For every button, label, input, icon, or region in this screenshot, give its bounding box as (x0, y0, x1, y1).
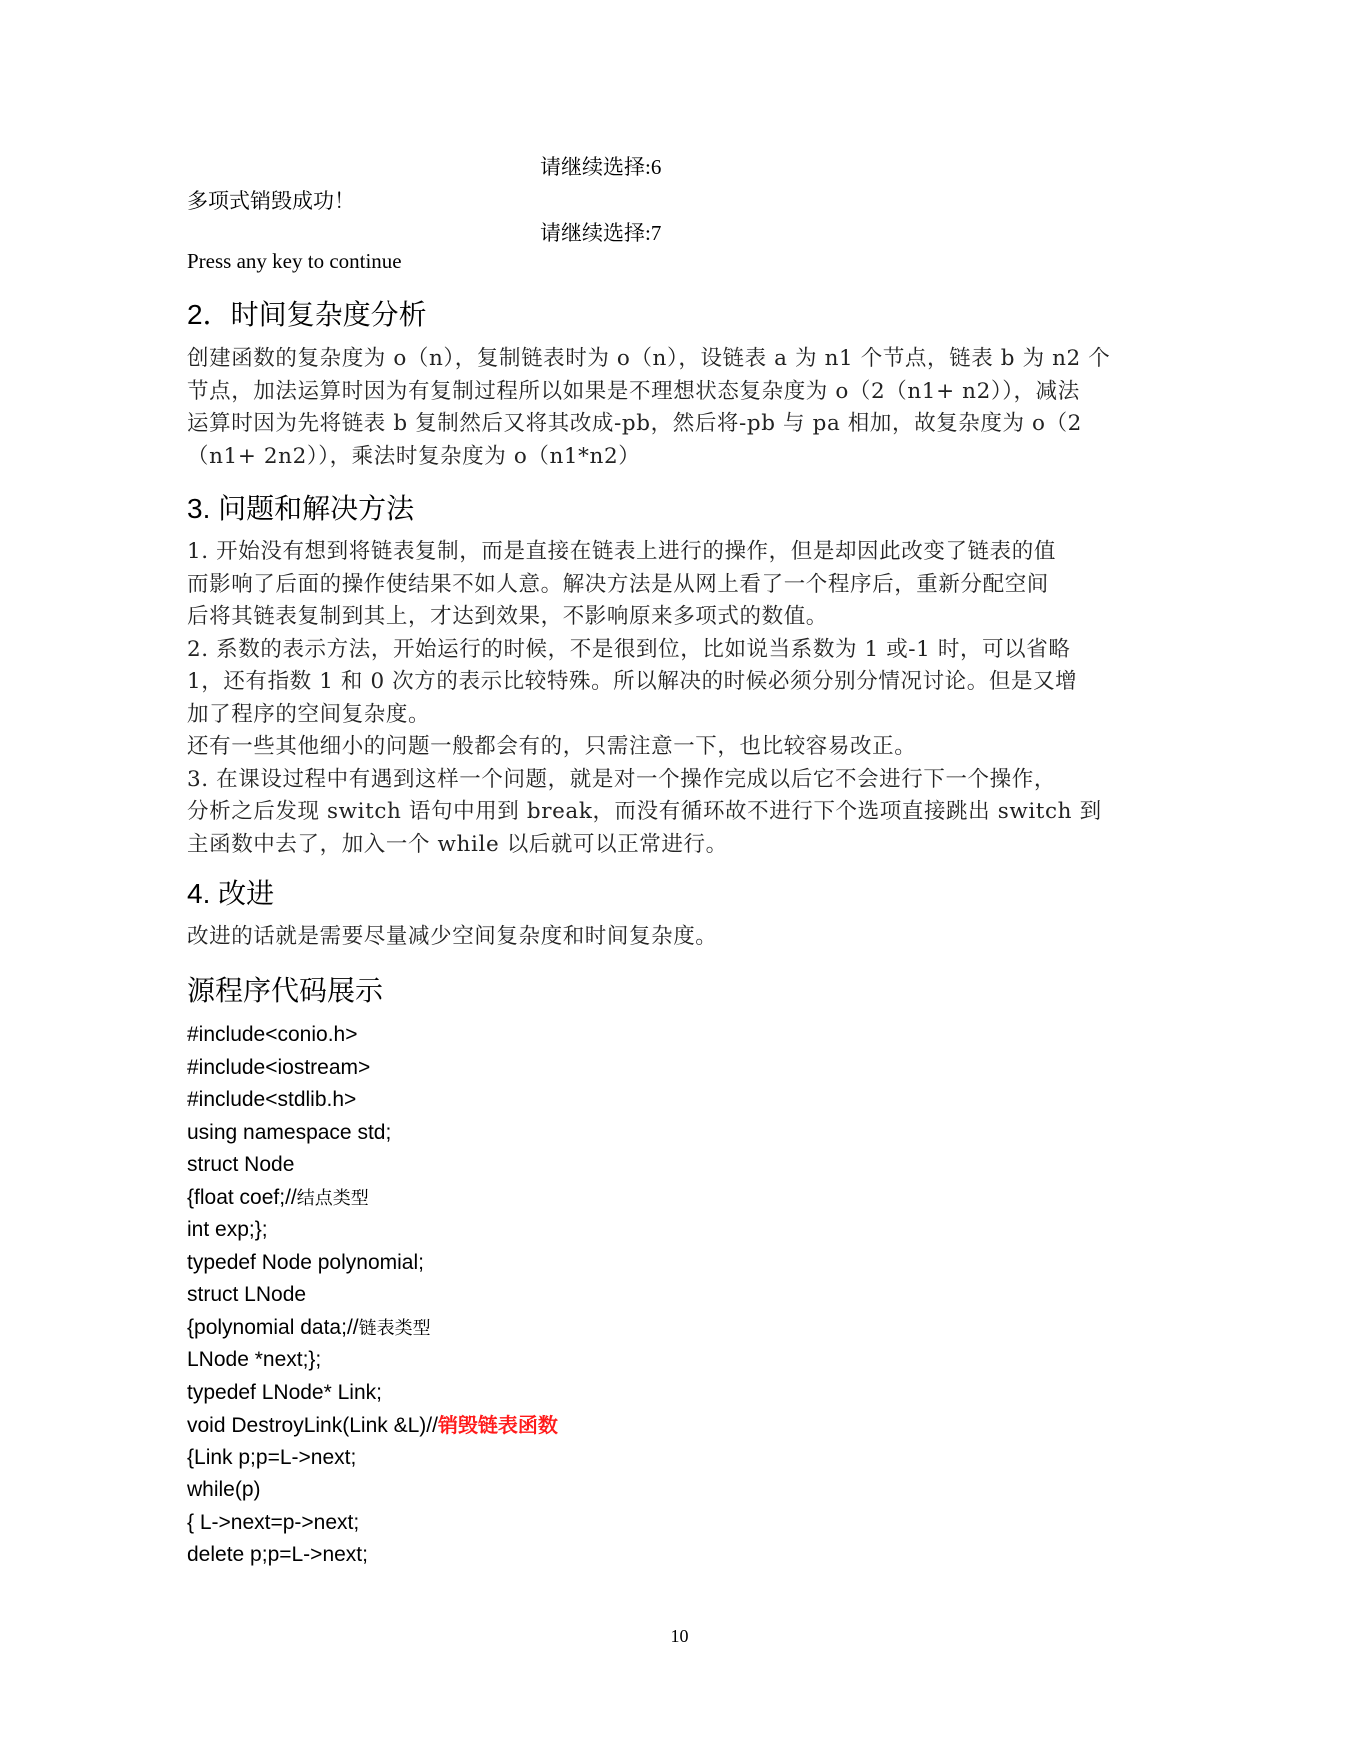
section-3-line: 2. 系数的表示方法，开始运行的时候，不是很到位，比如说当系数为 1 或-1 时，可以省略 (187, 636, 1071, 662)
page-number: 10 (670, 1626, 689, 1646)
code-line: { L->next=p->next; (187, 1510, 360, 1534)
section-2-line: 创建函数的复杂度为 o（n），复制链表时为 o（n），设链表 a 为 n1 个节点，链表 b 为 n2 个 (187, 346, 1111, 371)
code-line: typedef LNode* Link; (187, 1380, 382, 1404)
section-3-line: 3. 在课设过程中有遇到这样一个问题，就是对一个操作完成以后它不会进行下一个操作， (187, 766, 1056, 792)
code-line: #include<stdlib.h> (187, 1088, 357, 1111)
section-3-line: 1. 开始没有想到将链表复制，而是直接在链表上进行的操作，但是却因此改变了链表的值 (187, 539, 1056, 564)
section-3-heading: 3. 问题和解决方法 (187, 493, 415, 524)
section-4-paragraph (187, 921, 1172, 954)
highlighted-comment: 销毁链表函数 (437, 1413, 558, 1437)
code-text: {float coef;// (187, 1185, 297, 1209)
code-line: #include<iostream> (187, 1055, 371, 1079)
code-comment: 链表类型 (358, 1317, 431, 1339)
code-text: {polynomial data;// (187, 1315, 359, 1339)
section-3-line: 后将其链表复制到其上，才达到效果，不影响原来多项式的数值。 (187, 604, 828, 629)
section-3-line: 而影响了后面的操作使结果不如人意。解决方法是从网上看了一个程序后，重新分配空间 (187, 571, 1049, 597)
section-3-line: 还有一些其他细小的问题一般都会有的，只需注意一下，也比较容易改正。 (187, 734, 917, 759)
code-line: {Link p;p=L->next; (187, 1445, 357, 1469)
section-3-line: 1，还有指数 1 和 0 次方的表示比较特殊。所以解决的时候必须分别分情况讨论。但是又增 (187, 669, 1078, 694)
code-line: struct Node (187, 1153, 295, 1176)
section-3-line: 主函数中去了，加入一个 while 以后就可以正常进行。 (187, 831, 728, 857)
code-line: typedef Node polynomial; (187, 1250, 424, 1274)
section-2-line: 运算时因为先将链表 b 复制然后又将其改成-pb，然后将-pb 与 pa 相加，故复杂度为 o（2 (187, 411, 1082, 436)
code-line: while(p) (187, 1478, 261, 1501)
console-destroy-message: 多项式销毁成功！ (187, 189, 355, 213)
section-2-line: （n1+ 2n2）），乘法时复杂度为 o（n1*n2） (187, 443, 641, 469)
code-line (187, 1312, 558, 1345)
section-2-paragraph (187, 343, 1172, 473)
source-code-heading: 源程序代码展示 (187, 975, 384, 1006)
section-3-paragraph (187, 536, 1172, 861)
section-3-line: 加了程序的空间复杂度。 (187, 701, 431, 727)
code-line: using namespace std; (187, 1120, 392, 1144)
code-text: void DestroyLink(Link &L)// (187, 1414, 438, 1437)
code-line (187, 1182, 558, 1215)
code-line: LNode *next;}; (187, 1348, 322, 1371)
code-line: #include<conio.h> (187, 1023, 358, 1046)
code-line (187, 1409, 558, 1442)
section-4-text: 改进的话就是需要尽量减少空间复杂度和时间复杂度。 (187, 924, 718, 949)
section-4-heading: 4. 改进 (187, 878, 275, 909)
console-prompt-7: 请继续选择:7 (540, 221, 662, 245)
code-line: delete p;p=L->next; (187, 1543, 368, 1566)
section-3-line: 分析之后发现 switch 语句中用到 break，而没有循环故不进行下个选项直接跳出 switch 到 (187, 799, 1102, 824)
code-comment: 结点类型 (296, 1187, 369, 1209)
code-line: int exp;}; (187, 1218, 268, 1241)
source-code-block (187, 1019, 558, 1572)
console-prompt-6: 请继续选择:6 (540, 155, 662, 179)
section-2-line: 节点，加法运算时因为有复制过程所以如果是不理想状态复杂度为 o（2（n1+ n2）），减法 (187, 378, 1080, 404)
section-2-heading: 2．时间复杂度分析 (187, 299, 427, 330)
console-press-any-key: Press any key to continue (187, 249, 402, 273)
code-line: struct LNode (187, 1283, 307, 1306)
